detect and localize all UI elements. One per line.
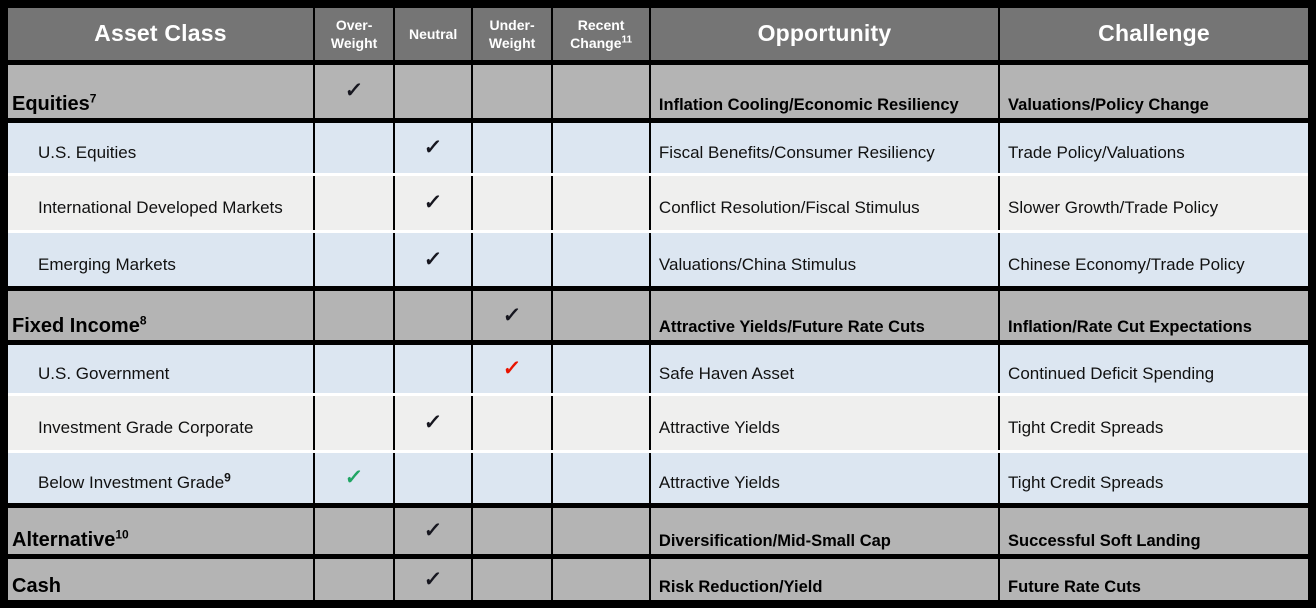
opportunity-cell: Safe Haven Asset [650, 342, 999, 395]
check-icon: ✓ [423, 567, 444, 591]
challenge-cell: Inflation/Rate Cut Expectations [999, 289, 1312, 343]
opportunity-cell: Risk Reduction/Yield [650, 557, 999, 604]
underweight-cell [472, 232, 552, 289]
neutral-cell [394, 62, 471, 120]
asset-class-cell [4, 232, 314, 289]
neutral-cell [394, 557, 471, 604]
overweight-cell [314, 342, 394, 395]
header-opportunity: Opportunity [650, 4, 999, 62]
header-neutral: Neutral [394, 4, 471, 62]
table-row-fixed-income [4, 289, 1312, 343]
asset-class-cell [4, 175, 314, 232]
asset-class-label: Emerging Markets [38, 254, 176, 274]
header-asset-class-label: Asset Class [94, 20, 227, 47]
neutral-cell [394, 120, 471, 175]
neutral-cell [394, 232, 471, 289]
recent-change-cell [552, 120, 650, 175]
recent-change-cell [552, 232, 650, 289]
table-row-us-equities [4, 120, 1312, 175]
asset-class-label: Fixed Income [12, 314, 140, 337]
challenge-cell: Tight Credit Spreads [999, 452, 1312, 506]
underweight-cell [472, 120, 552, 175]
overweight-cell [314, 289, 394, 343]
table-row-equities [4, 62, 1312, 120]
asset-class-cell [4, 506, 314, 557]
overweight-cell [314, 452, 394, 506]
asset-class-label: International Developed Markets [38, 198, 283, 218]
overweight-cell [314, 395, 394, 452]
overweight-cell [314, 506, 394, 557]
header-asset-class [4, 4, 314, 62]
overweight-cell [314, 175, 394, 232]
asset-class-cell [4, 289, 314, 343]
recent-change-cell [552, 395, 650, 452]
recent-change-cell [552, 289, 650, 343]
underweight-cell [472, 557, 552, 604]
recent-change-cell [552, 62, 650, 120]
opportunity-cell: Attractive Yields/Future Rate Cuts [650, 289, 999, 343]
table-row-emerging-markets [4, 232, 1312, 289]
neutral-cell [394, 289, 471, 343]
opportunity-cell: Valuations/China Stimulus [650, 232, 999, 289]
underweight-cell [472, 289, 552, 343]
header-overweight: Over- Weight [314, 4, 394, 62]
header-underweight: Under- Weight [472, 4, 552, 62]
footnote-sup: 9 [224, 470, 231, 485]
asset-class-cell [4, 452, 314, 506]
asset-class-cell [4, 120, 314, 175]
opportunity-cell: Attractive Yields [650, 395, 999, 452]
underweight-cell [472, 395, 552, 452]
neutral-cell [394, 342, 471, 395]
footnote-sup: 10 [115, 527, 129, 542]
footnote-sup: 8 [139, 313, 147, 328]
neutral-cell [394, 175, 471, 232]
check-icon: ✓ [423, 191, 444, 215]
asset-class-cell [4, 557, 314, 604]
header-challenge: Challenge [999, 4, 1312, 62]
challenge-cell: Continued Deficit Spending [999, 342, 1312, 395]
asset-class-label: Cash [12, 575, 61, 597]
neutral-cell [394, 506, 471, 557]
table-row-cash [4, 557, 1312, 604]
table-row-intl-developed [4, 175, 1312, 232]
neutral-cell [394, 395, 471, 452]
challenge-cell: Valuations/Policy Change [999, 62, 1312, 120]
recent-change-cell [552, 452, 650, 506]
challenge-cell: Slower Growth/Trade Policy [999, 175, 1312, 232]
table-row-alternative [4, 506, 1312, 557]
overweight-cell [314, 557, 394, 604]
opportunity-cell: Conflict Resolution/Fiscal Stimulus [650, 175, 999, 232]
opportunity-cell: Diversification/Mid-Small Cap [650, 506, 999, 557]
table-row-investment-grade [4, 395, 1312, 452]
recent-change-cell [552, 506, 650, 557]
asset-class-label: Equities [12, 92, 90, 115]
footnote-sup: 11 [621, 34, 633, 46]
asset-class-cell [4, 395, 314, 452]
challenge-cell: Tight Credit Spreads [999, 395, 1312, 452]
check-icon: ✓ [423, 136, 444, 160]
underweight-cell [472, 342, 552, 395]
asset-class-label: U.S. Equities [38, 143, 137, 163]
challenge-cell: Successful Soft Landing [999, 506, 1312, 557]
check-icon: ✓ [423, 411, 444, 435]
recent-change-cell [552, 175, 650, 232]
challenge-cell: Chinese Economy/Trade Policy [999, 232, 1312, 289]
asset-class-cell [4, 342, 314, 395]
underweight-cell [472, 175, 552, 232]
opportunity-cell: Attractive Yields [650, 452, 999, 506]
asset-class-label: Below Investment Grade [38, 473, 225, 493]
opportunity-cell: Inflation Cooling/Economic Resiliency [650, 62, 999, 120]
check-icon: ✓ [502, 303, 523, 327]
overweight-cell [314, 62, 394, 120]
check-icon: ✓ [423, 519, 444, 543]
check-icon: ✓ [344, 79, 365, 103]
header-recent-change: Recent Change$^{11}$ [552, 4, 650, 62]
underweight-cell [472, 62, 552, 120]
challenge-cell: Trade Policy/Valuations [999, 120, 1312, 175]
opportunity-cell: Fiscal Benefits/Consumer Resiliency [650, 120, 999, 175]
recent-change-cell [552, 557, 650, 604]
challenge-cell: Future Rate Cuts [999, 557, 1312, 604]
check-icon: ✓ [344, 466, 365, 490]
asset-class-label: Investment Grade Corporate [38, 418, 254, 438]
footnote-sup: 7 [89, 91, 97, 106]
asset-class-label: Alternative [12, 529, 116, 552]
underweight-cell [472, 452, 552, 506]
table-header-row [4, 4, 1312, 62]
overweight-cell [314, 120, 394, 175]
asset-class-label: U.S. Government [38, 364, 170, 384]
underweight-cell [472, 506, 552, 557]
recent-change-cell [552, 342, 650, 395]
asset-class-cell [4, 62, 314, 120]
overweight-cell [314, 232, 394, 289]
check-icon: ✓ [423, 247, 444, 271]
neutral-cell [394, 452, 471, 506]
table-row-below-investment-grade [4, 452, 1312, 506]
table-row-us-government [4, 342, 1312, 395]
check-icon: ✓ [502, 357, 523, 381]
